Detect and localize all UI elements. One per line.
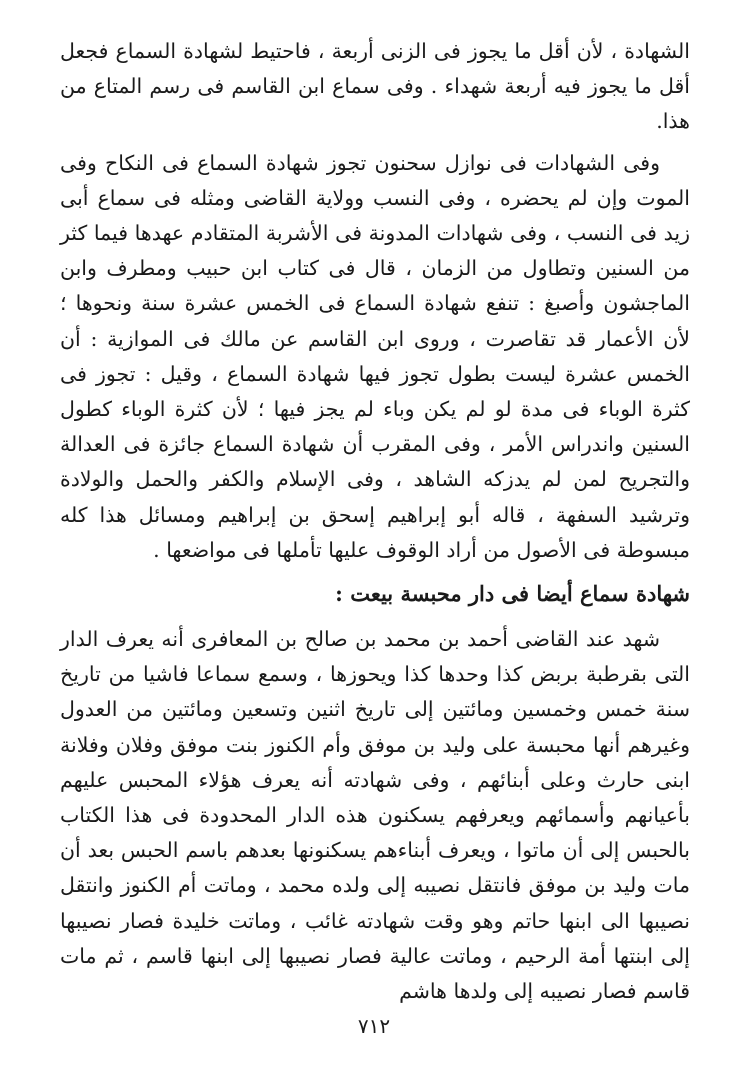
paragraph-3: شهد عند القاضى أحمد بن محمد بن صالح بن المعافرى أنه يعرف الدار التى بقرطبة بربض كذا وحدها كذا ويحوزها ، وسمع سماعا فاشيا من تاريخ سنة خمس وخمسين ومائتين إلى تاريخ اثنين وتسعين ومائتين من العدول وغيرهم أنها محبسة على وليد بن موفق وأم الكنوز بنت موفق وفلان وفلانة ابنى حارث وعلى أبنائهم ، وفى شهادته أنه يعرف هؤلاء المحبس عليهم بأعيانهم وأسمائهم ويعرفهم يسكنون هذه الدار المحدودة فى هذا الكتاب بالحبس إلى أن ماتوا ، ويعرف أبناءهم يسكنونها بعدهم باسم الحبس بعد أن مات وليد بن موفق فانتقل نصيبه إلى ولده محمد ، وماتت أم الكنوز وانتقل نصيبها الى ابنها حاتم وهو وقت شهادته غائب ، وماتت خليدة فصار نصيبها إلى ابنتها أمة الرحيم ، وماتت عالية فصار نصيبها إلى ابنها قاسم ، ثم مات قاسم فصار نصيبه إلى ولدها هاشم [60, 627, 690, 1004]
page-number: ٧١٢ [357, 1014, 391, 1038]
paragraph-1: الشهادة ، لأن أقل ما يجوز فى الزنى أربعة ، فاحتيط لشهادة السماع فجعل أقل ما يجوز فيه أربعة شهداء . وفى سماع ابن القاسم فى رسم المتاع من هذا. [60, 39, 690, 134]
section-heading: شهادة سماع أيضا فى دار محبسة بيعت : [335, 581, 690, 607]
document-page [60, 34, 690, 1009]
paragraph-2: وفى الشهادات فى نوازل سحنون تجوز شهادة السماع فى النكاح وفى الموت وإن لم يحضره ، وفى النسب وولاية القاضى ومثله فى سماع أبى زيد فى النسب ، وفى شهادات المدونة فى الأشربة المتقادم عهدها فيما كثر من السنين وتطاول من الزمان ، قال فى كتاب ابن حبيب ومطرف وابن الماجشون وأصبغ : تنفع شهادة السماع فى الخمس عشرة سنة ونحوها ؛ لأن الأعمار قد تقاصرت ، وروى ابن القاسم عن مالك فى الموازية : أن الخمس عشرة ليست بطول تجوز فيها شهادة السماع ، وقيل : تجوز فى كثرة الوباء فى مدة لو لم يكن وباء لم يجز فيها ؛ لأن كثرة الوباء كطول السنين واندراس الأمر ، وفى المقرب أن شهادة السماع جائزة فى العدالة والتجريح لمن لم يدزكه الشاهد ، وفى الإسلام والكفر والحمل والولادة وترشيد السفهة ، قاله أبو إبراهيم إسحق بن إبراهيم ومسائل هذا كله مبسوطة فى الأصول من أراد الوقوف عليها تأملها فى مواضعها . [60, 150, 690, 562]
